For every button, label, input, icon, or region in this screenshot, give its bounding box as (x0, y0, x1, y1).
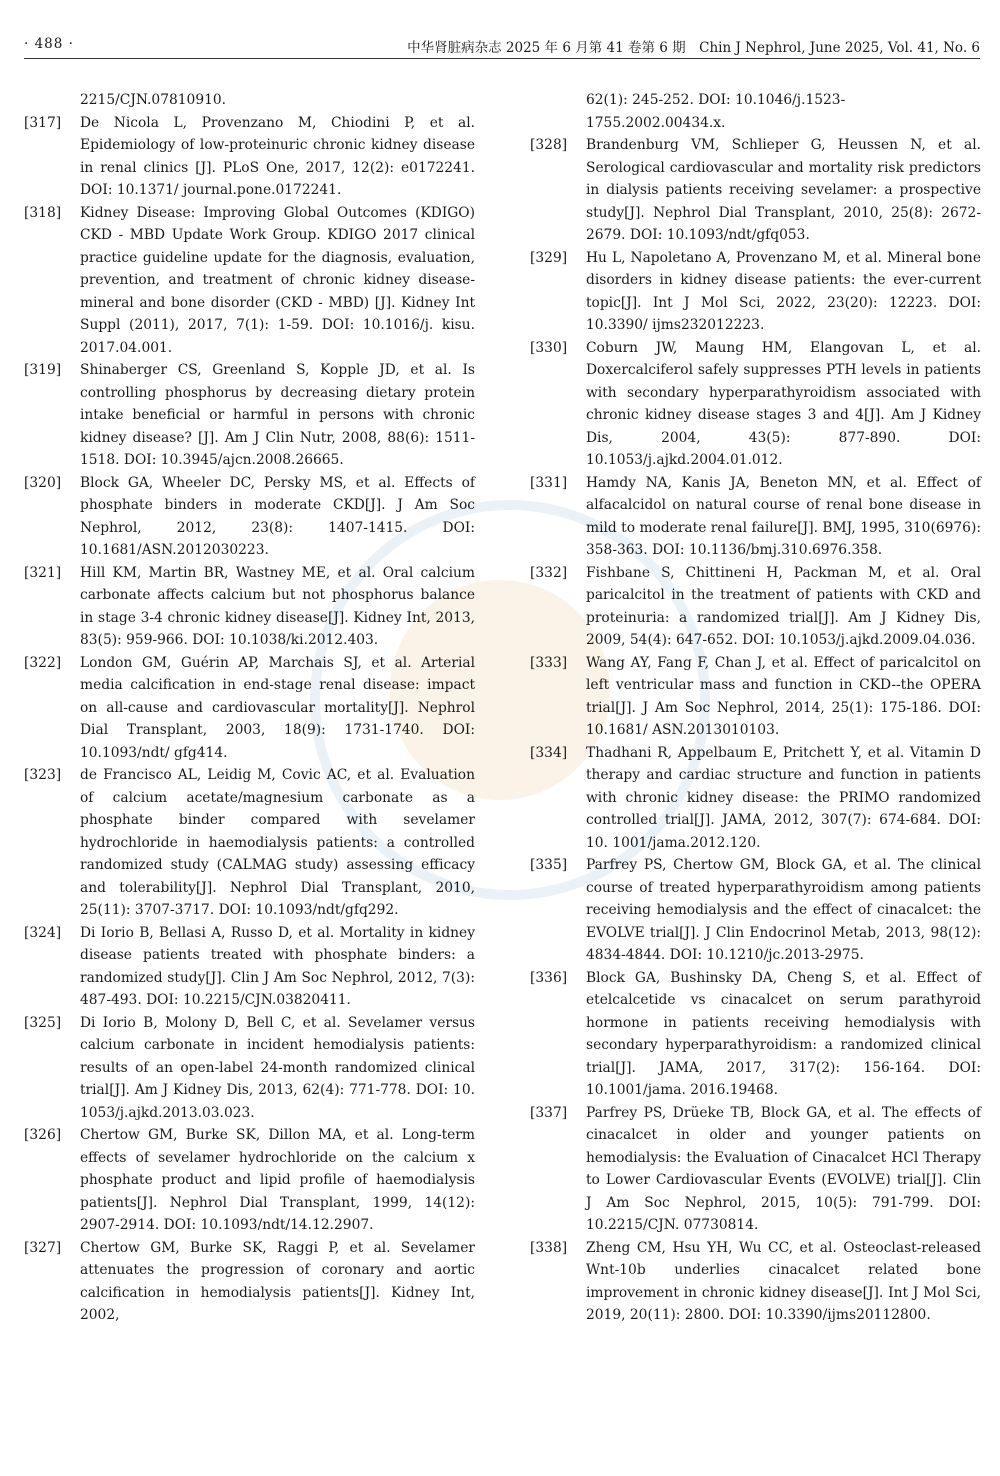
reference-entry (24, 202, 475, 360)
reference-entry (530, 742, 981, 855)
reference-text: Brandenburg VM, Schlieper G, Heussen N, et al. Serological cardiovascular and mortality risk predictors in dialysis patients receiving sevelamer: a prospective study[J]. Nephrol Dial Transplant, 2010, 25(8): 2672-2679. DOI: 10.1093/ndt/gfq053. (586, 137, 981, 243)
reference-entry (24, 359, 475, 472)
reference-number: [321] (24, 564, 62, 581)
reference-text: Zheng CM, Hsu YH, Wu CC, et al. Osteoclast-released Wnt-10b underlies cinacalcet related bone improvement in chronic kidney disease[J]. Int J Mol Sci, 2019, 20(11): 2800. DOI: 10.3390/ijms20112800. (586, 1239, 981, 1323)
reference-number: [328] (530, 137, 568, 153)
reference-text: Hamdy NA, Kanis JA, Beneton MN, et al. Effect of alfacalcidol on natural course of renal bone disease in mild to moderate renal failure[J]. BMJ, 1995, 310(6976): 358-363. DOI: 10.1136/bmj.310.6976.358. (586, 474, 981, 558)
reference-entry (530, 1237, 981, 1327)
reference-text: Hu L, Napoletano A, Provenzano M, et al. Mineral bone disorders in kidney disease patients: the ever-current topic[J]. Int J Mol Sci, 2022, 23(20): 12223. DOI: 10.3390/ ijms232012223. (586, 249, 981, 333)
left-reference-column (24, 89, 475, 1327)
reference-number: [329] (530, 249, 568, 266)
reference-number: [333] (530, 654, 568, 671)
reference-number: [334] (530, 744, 568, 761)
reference-continuation: 2215/CJN.07810910. (80, 92, 227, 108)
reference-entry (530, 472, 981, 562)
reference-number: [330] (530, 339, 568, 356)
reference-text: de Francisco AL, Leidig M, Covic AC, et al. Evaluation of calcium acetate/magnesium carbonate as a phosphate binder compared with sevelamer hydrochloride in haemodialysis patients: a controlled randomized study (CALMAG study) assessing efficacy and tolerability[J]. Nephrol Dial Transplant, 2010, 25(11): 3707-3717. DOI: 10.1093/ndt/gfq292. (80, 767, 475, 918)
reference-text: Hill KM, Martin BR, Wastney ME, et al. Oral calcium carbonate affects calcium but not phosphorus balance in stage 3-4 chronic kidney disease[J]. Kidney Int, 2013, 83(5): 959-966. DOI: 10.1038/ki.2012.403. (80, 564, 475, 648)
reference-number: [318] (24, 204, 62, 221)
reference-entry (24, 1012, 475, 1125)
reference-text: Kidney Disease: Improving Global Outcomes (KDIGO) CKD - MBD Update Work Group. KDIGO 2017 clinical practice guideline update for the diagnosis, evaluation, prevention, and treatment of chronic kidney disease-mineral and bone disorder (CKD - MBD) [J]. Kidney Int Suppl (2011), 2017, 7(1): 1-59. DOI: 10.1016/j. kisu. 2017.04.001. (80, 204, 475, 356)
reference-entry (24, 1237, 475, 1327)
reference-text: Di Iorio B, Molony D, Bell C, et al. Sevelamer versus calcium carbonate in incident hemodialysis patients: results of an open-label 24-month randomized clinical trial[J]. Am J Kidney Dis, 2013, 62(4): 771-778. DOI: 10. 1053/j.ajkd.2013.03.023. (80, 1014, 475, 1121)
reference-entry (24, 652, 475, 765)
reference-continuation: 62(1): 245-252. DOI: 10.1046/j.1523-1755.2002.00434.x. (586, 92, 846, 131)
reference-number: [331] (530, 474, 568, 491)
reference-number: [327] (24, 1239, 62, 1256)
reference-number: [317] (24, 114, 62, 131)
reference-number: [335] (530, 857, 568, 873)
reference-number: [323] (24, 767, 62, 783)
reference-number: [338] (530, 1239, 568, 1256)
reference-text: Parfrey PS, Drüeke TB, Block GA, et al. The effects of cinacalcet in older and younger patients on hemodialysis: the Evaluation of Cinacalcet HCl Therapy to Lower Cardiovascular Events (EVOLVE) trial[J]. Clin J Am Soc Nephrol, 2015, 10(5): 791-799. DOI: 10.2215/CJN. 07730814. (586, 1104, 981, 1233)
reference-text: London GM, Guérin AP, Marchais SJ, et al. Arterial media calcification in end-stage renal disease: impact on all-cause and cardiovascular mortality[J]. Nephrol Dial Transplant, 2003, 18(9): 1731-1740. DOI: 10.1093/ndt/ gfg414. (80, 654, 475, 761)
reference-entry (530, 967, 981, 1102)
reference-list-right (530, 134, 981, 1327)
page-header (24, 36, 980, 59)
right-reference-column (530, 89, 981, 1327)
reference-entry (24, 562, 475, 652)
reference-entry (530, 854, 981, 967)
reference-text: De Nicola L, Provenzano M, Chiodini P, et al. Epidemiology of low-proteinuric chronic kidney disease in renal clinics [J]. PLoS One, 2017, 12(2): e0172241. DOI: 10.1371/ journal.pone.0172241. (80, 114, 475, 198)
reference-text: Thadhani R, Appelbaum E, Pritchett Y, et al. Vitamin D therapy and cardiac structure and function in patients with chronic kidney disease: the PRIMO randomized controlled trial[J]. JAMA, 2012, 307(7): 674-684. DOI: 10. 1001/jama.2012.120. (586, 744, 981, 851)
reference-text: Chertow GM, Burke SK, Dillon MA, et al. Long-term effects of sevelamer hydrochloride on the calcium x phosphate product and lipid profile of haemodialysis patients[J]. Nephrol Dial Transplant, 1999, 14(12): 2907-2914. DOI: 10.1093/ndt/14.12.2907. (80, 1127, 475, 1233)
reference-text: Di Iorio B, Bellasi A, Russo D, et al. Mortality in kidney disease patients treated with phosphate binders: a randomized study[J]. Clin J Am Soc Nephrol, 2012, 7(3): 487-493. DOI: 10.2215/CJN.03820411. (80, 924, 475, 1008)
reference-number: [322] (24, 654, 62, 671)
reference-entry (530, 562, 981, 652)
reference-number: [332] (530, 564, 568, 581)
page-number: · 488 · (24, 36, 74, 52)
reference-text: Parfrey PS, Chertow GM, Block GA, et al. The clinical course of treated hyperparathyroidism among patients receiving hemodialysis and the effect of cinacalcet: the EVOLVE trial[J]. J Clin Endocrinol Metab, 2013, 98(12): 4834-4844. DOI: 10.1210/jc.2013-2975. (586, 857, 981, 963)
reference-text: Block GA, Wheeler DC, Persky MS, et al. Effects of phosphate binders in moderate CKD[J]. J Am Soc Nephrol, 2012, 23(8): 1407-1415. DOI: 10.1681/ASN.2012030223. (80, 474, 475, 558)
reference-entry (530, 337, 981, 472)
reference-entry (530, 652, 981, 742)
reference-number: [324] (24, 924, 62, 941)
reference-entry (24, 764, 475, 922)
reference-entry (24, 922, 475, 1012)
reference-number: [319] (24, 362, 62, 378)
reference-text: Coburn JW, Maung HM, Elangovan L, et al. Doxercalciferol safely suppresses PTH levels in patients with secondary hyperparathyroidism associated with chronic kidney disease stages 3 and 4[J]. Am J Kidney Dis, 2004, 43(5): 877-890. DOI: 10.1053/j.ajkd.2004.01.012. (586, 339, 981, 468)
reference-entry (24, 472, 475, 562)
reference-text: Wang AY, Fang F, Chan J, et al. Effect of paricalcitol on left ventricular mass and function in CKD--the OPERA trial[J]. J Am Soc Nephrol, 2014, 25(1): 175-186. DOI: 10.1681/ ASN.2013010103. (586, 654, 981, 738)
reference-number: [337] (530, 1104, 568, 1121)
reference-text: Shinaberger CS, Greenland S, Kopple JD, et al. Is controlling phosphorus by decreasing dietary protein intake beneficial or harmful in persons with chronic kidney disease? [J]. Am J Clin Nutr, 2008, 88(6): 1511-1518. DOI: 10.3945/ajcn.2008.26665. (80, 362, 475, 468)
reference-text: Chertow GM, Burke SK, Raggi P, et al. Sevelamer attenuates the progression of coronary and aortic calcification in hemodialysis patients[J]. Kidney Int, 2002, (80, 1239, 475, 1323)
reference-number: [325] (24, 1014, 62, 1031)
reference-text: Block GA, Bushinsky DA, Cheng S, et al. Effect of etelcalcetide vs cinacalcet on serum parathyroid hormone in patients receiving hemodialysis with secondary hyperparathyroidism: a randomized clinical trial[J]. JAMA, 2017, 317(2): 156-164. DOI: 10.1001/jama. 2016.19468. (586, 969, 981, 1098)
reference-number: [320] (24, 474, 62, 491)
reference-text: Fishbane S, Chittineni H, Packman M, et al. Oral paricalcitol in the treatment of patients with CKD and proteinuria: a randomized trial[J]. Am J Kidney Dis, 2009, 54(4): 647-652. DOI: 10.1053/j.ajkd.2009.04.036. (586, 564, 981, 648)
journal-running-head: 中华肾脏病杂志 2025 年 6 月第 41 卷第 6 期 Chin J Nephrol, June 2025, Vol. 41, No. 6 (407, 40, 980, 56)
reference-entry (530, 247, 981, 337)
reference-number: [326] (24, 1127, 62, 1143)
reference-entry (24, 112, 475, 202)
reference-entry (530, 134, 981, 247)
reference-entry (24, 1124, 475, 1237)
reference-number: [336] (530, 969, 568, 986)
reference-list-left (24, 112, 475, 1327)
reference-entry (530, 1102, 981, 1237)
